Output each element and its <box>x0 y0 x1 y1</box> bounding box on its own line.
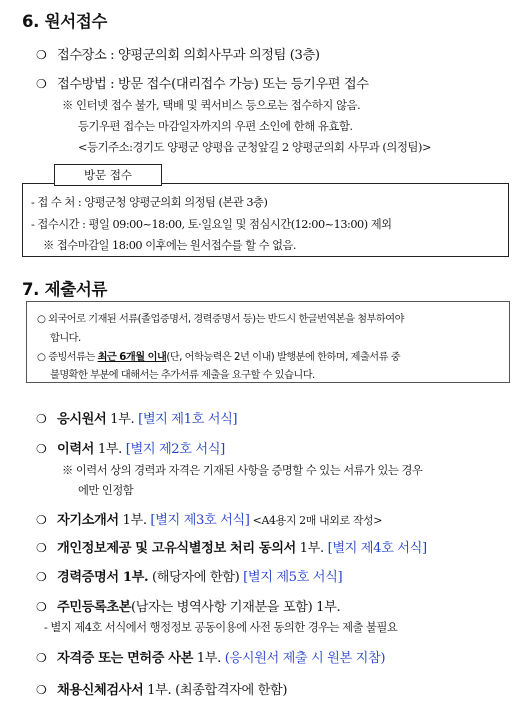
circle-bullet-icon: ❍ <box>36 412 47 426</box>
visit-receipt-box <box>22 183 509 257</box>
doc-item-medical-exam: ❍ 채용신체검사서 1부. (최종합격자에 한함) <box>36 683 288 698</box>
doc-item-self-intro: ❍ 자기소개서 1부. [별지 제3호 서식] <A4용지 2매 내외로 작성> <box>36 513 383 528</box>
doc-item-resume: ❍ 이력서 1부. [별지 제2호 서식] <box>36 442 225 457</box>
form-ref-3: [별지 제3호 서식] <box>150 513 250 528</box>
doc-item-resident-abstract: ❍ 주민등록초본(남자는 병역사항 기재분을 포함) 1부. <box>36 600 341 615</box>
notice-validity: ○ 증빙서류는 최근 6개월 이내(단, 어학능력은 2년 이내) 발행분에 한하며, 제출서류 중 <box>37 352 401 363</box>
circle-bullet-icon: ❍ <box>36 513 47 527</box>
doc-item-application: ❍ 응시원서 1부. [별지 제1호 서식] <box>36 412 238 427</box>
resume-note-1: ※ 이력서 상의 경력과 자격은 기재된 사항을 증명할 수 있는 서류가 있는 경우 <box>62 464 423 477</box>
circle-bullet-icon: ❍ <box>36 570 47 584</box>
circle-bullet-icon: ❍ <box>36 600 47 614</box>
resume-note-2: 에만 인정함 <box>78 484 134 497</box>
form-ref-4: [별지 제4호 서식] <box>327 541 427 556</box>
circle-bullet-icon: ❍ <box>36 77 47 91</box>
section-7-title: 7. 제출서류 <box>22 280 108 299</box>
circle-bullet-icon: ❍ <box>36 48 47 62</box>
circle-bullet-icon: ❍ <box>36 541 47 555</box>
notice-validity-cont: 불명확한 부분에 대해서는 추가서류 제출을 요구할 수 있습니다. <box>50 370 315 381</box>
method-note-2: 등기우편 접수는 마감일자까지의 우편 소인에 한해 유효함. <box>78 120 353 133</box>
resident-abstract-note: - 별지 제4호 서식에서 행정정보 공동이용에 사전 동의한 경우는 제출 불필요 <box>44 621 398 634</box>
method-note-3: <등기주소:경기도 양평군 양평읍 군청앞길 2 양평군의회 사무과 (의정팀)> <box>78 141 432 154</box>
visit-deadline-note: ※ 접수마감일 18:00 이후에는 원서접수를 할 수 없음. <box>43 239 297 252</box>
doc-item-license-copy: ❍ 자격증 또는 면허증 사본 1부. (응시원서 제출 시 원본 지참) <box>36 651 386 666</box>
visit-hours: - 접수시간 : 평일 09:00~18:00, 토·일요일 및 점심시간(12:00~13:00) 제외 <box>31 218 392 231</box>
visit-receipt-label: 방문 접수 <box>54 164 162 186</box>
method-note-1: ※ 인터넷 접수 불가, 택배 및 퀵서비스 등으로는 접수하지 않음. <box>62 99 361 112</box>
section-6-title: 6. 원서접수 <box>22 12 108 31</box>
submission-notice-box <box>26 301 510 383</box>
doc-item-career-cert: ❍ 경력증명서 1부. (해당자에 한함) [별지 제5호 서식] <box>36 570 343 585</box>
circle-bullet-icon: ❍ <box>36 442 47 456</box>
doc-item-privacy-consent: ❍ 개인정보제공 및 고유식별정보 처리 동의서 1부. [별지 제4호 서식] <box>36 541 427 556</box>
visit-place: - 접 수 처 : 양평군청 양평군의회 의정팀 (본관 3층) <box>31 196 268 209</box>
circle-bullet-icon: ❍ <box>36 683 47 697</box>
form-ref-1: [별지 제1호 서식] <box>138 412 238 427</box>
validity-highlight: 최근 6개월 이내 <box>97 352 167 363</box>
circle-bullet-icon: ❍ <box>36 651 47 665</box>
form-ref-2: [별지 제2호 서식] <box>125 442 225 457</box>
form-ref-5: [별지 제5호 서식] <box>243 570 343 585</box>
original-required-note: (응시원서 제출 시 원본 지참) <box>224 651 386 666</box>
receipt-method: ❍ 접수방법 : 방문 접수(대리접수 가능) 또는 등기우편 접수 <box>36 77 369 92</box>
notice-foreign-docs: ○ 외국어로 기재된 서류(졸업증명서, 경력증명서 등)는 반드시 한글번역본을 첨부하여야 <box>37 314 404 325</box>
notice-foreign-docs-cont: 합니다. <box>50 333 81 344</box>
receipt-place: ❍ 접수장소 : 양평군의회 의회사무과 의정팀 (3층) <box>36 48 320 63</box>
